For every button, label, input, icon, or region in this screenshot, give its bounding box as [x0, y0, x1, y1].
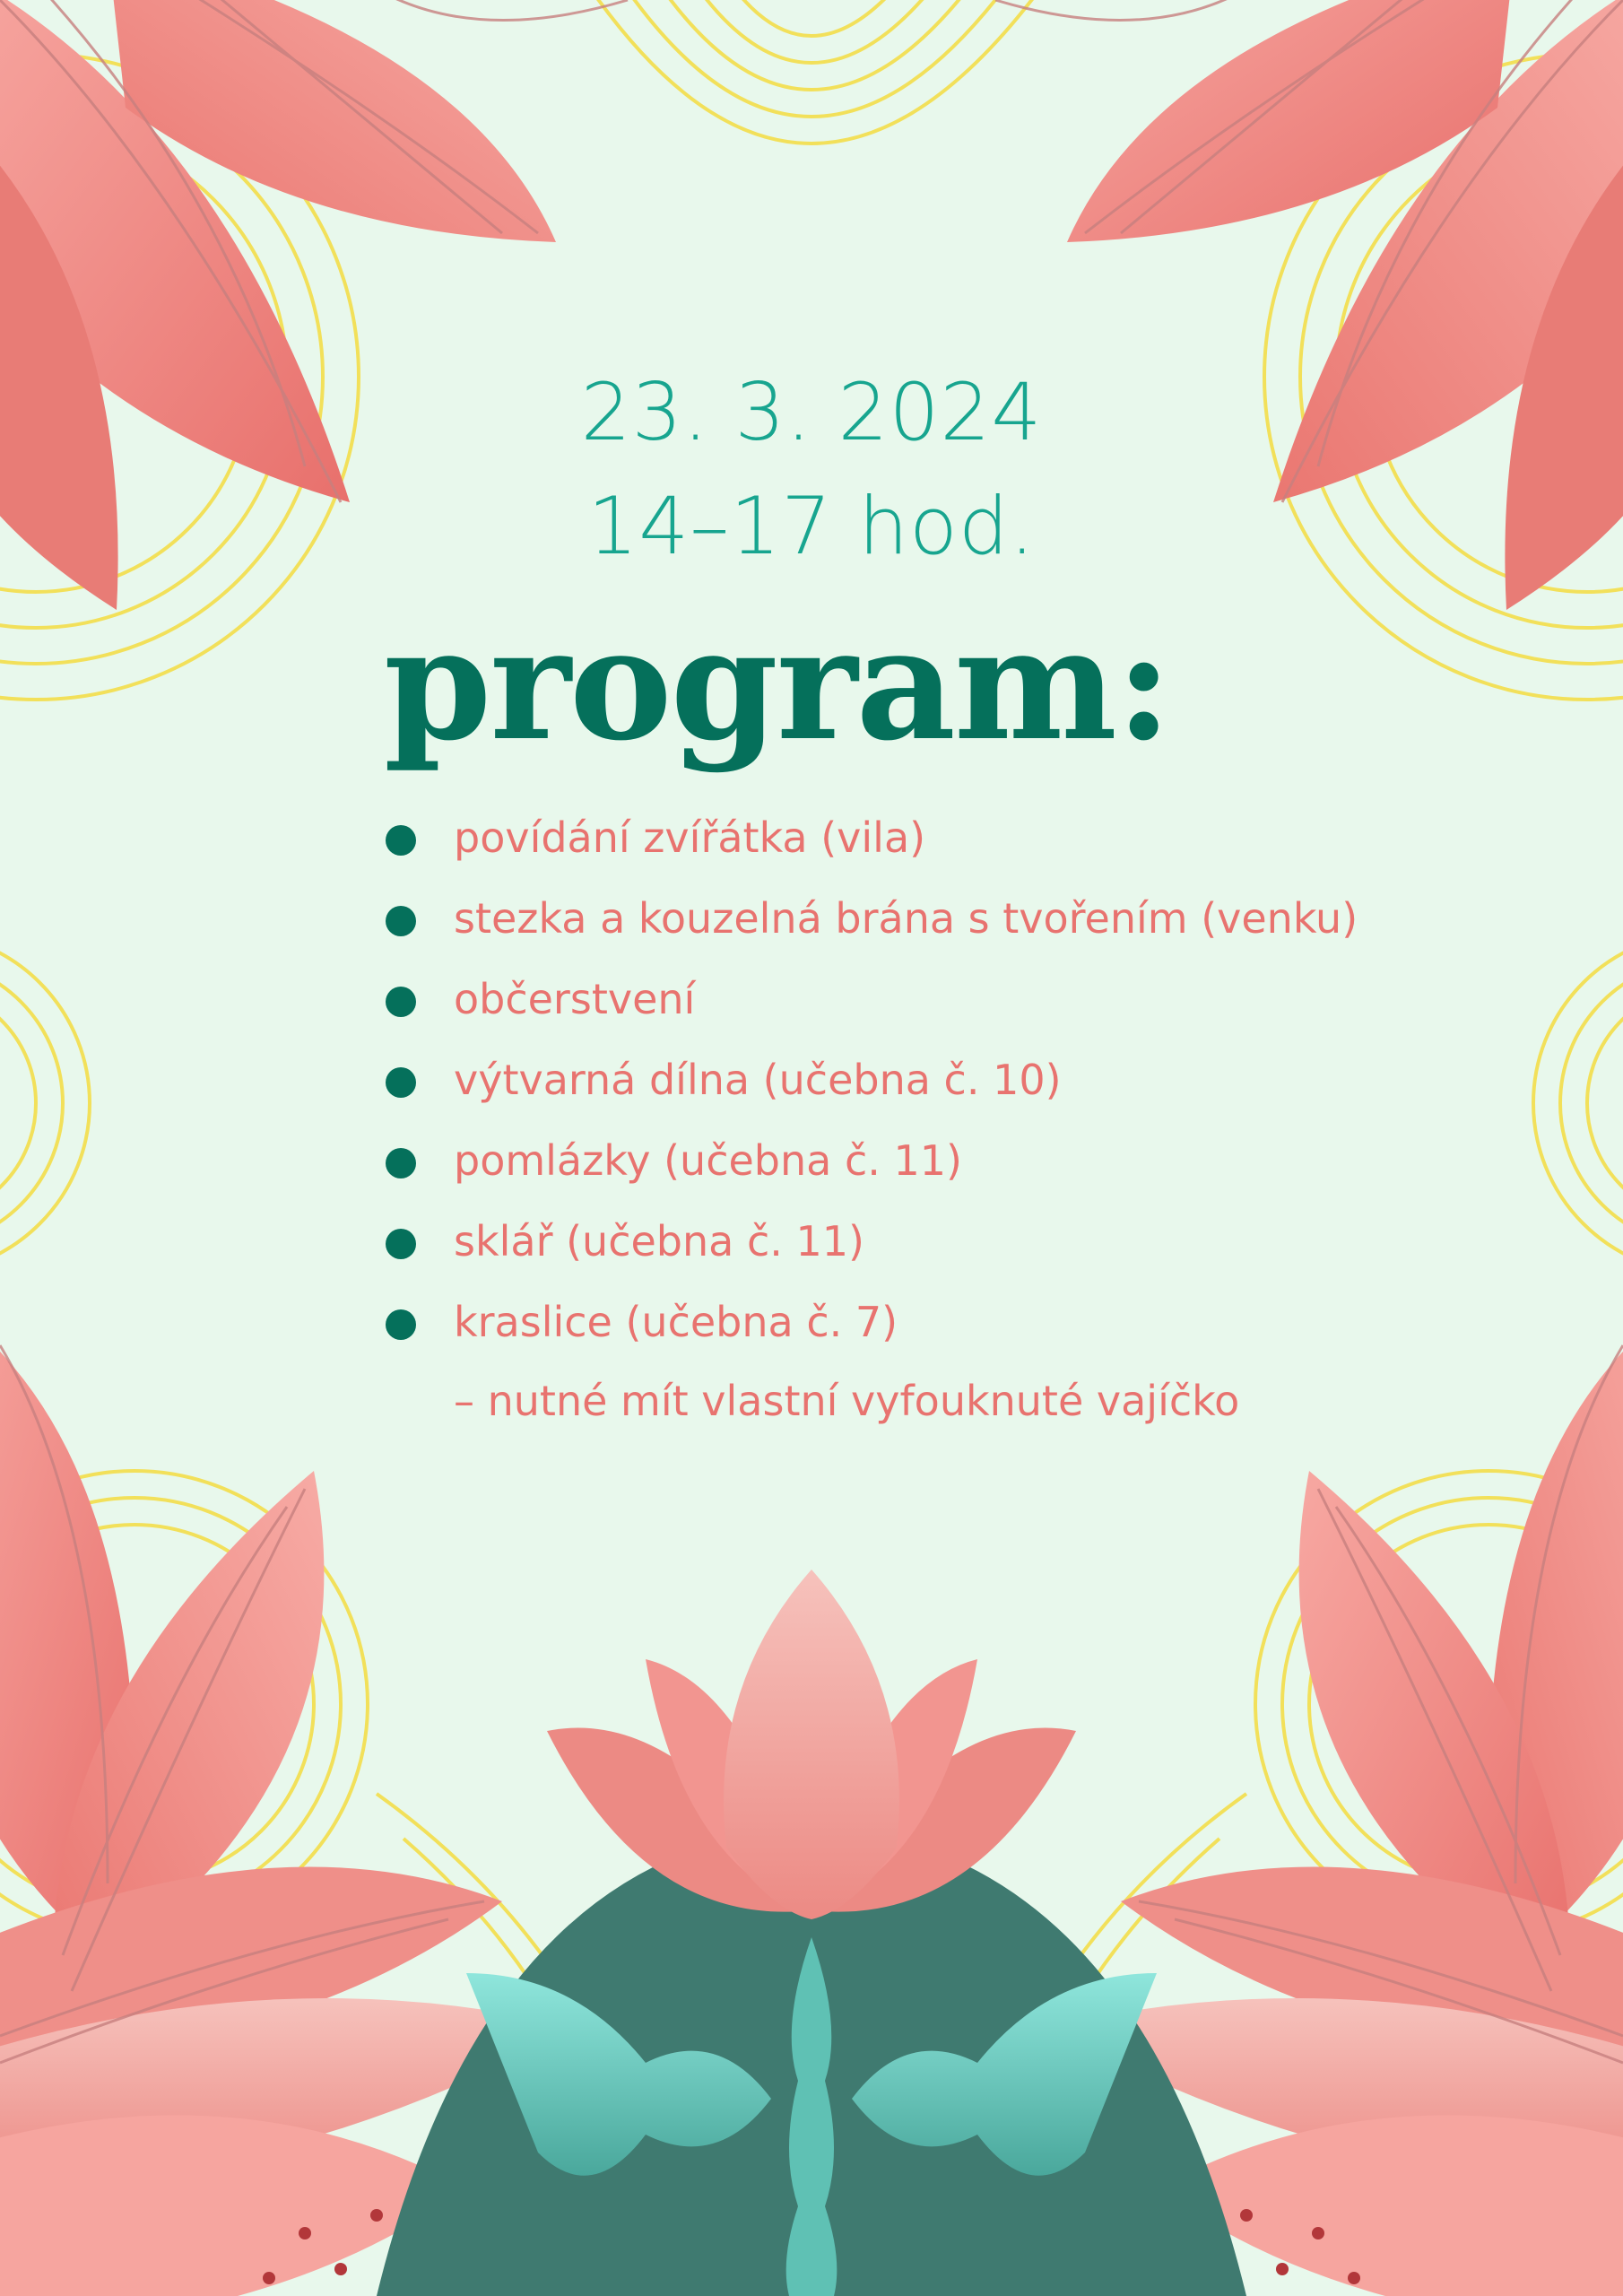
event-date: 23. 3. 2024	[580, 366, 1043, 458]
center-lotus	[377, 1570, 1246, 2296]
list-item-label: povídání zvířátka (vila)	[454, 813, 926, 862]
event-time: 14–17 hod.	[587, 480, 1036, 572]
list-item	[384, 969, 1358, 1049]
bullet-icon	[386, 1148, 416, 1178]
list-item	[384, 807, 1358, 888]
list-item-label: stezka a kouzelná brána s tvořením (venku)	[454, 894, 1358, 943]
program-note: – nutné mít vlastní vyfouknuté vajíčko	[454, 1377, 1240, 1425]
bullet-icon	[386, 906, 416, 936]
list-item	[384, 888, 1358, 969]
bullet-icon	[386, 1309, 416, 1340]
list-item-label: výtvarná dílna (učebna č. 10)	[454, 1056, 1062, 1104]
list-item-label: kraslice (učebna č. 7)	[454, 1298, 898, 1346]
list-item-label: sklář (učebna č. 11)	[454, 1217, 864, 1265]
program-heading: program:	[384, 593, 1171, 775]
list-item	[384, 1211, 1358, 1292]
bullet-icon	[386, 987, 416, 1017]
list-item-label: občerstvení	[454, 975, 696, 1023]
bullet-icon	[386, 825, 416, 856]
bullet-icon	[386, 1229, 416, 1259]
bullet-icon	[386, 1067, 416, 1098]
program-list	[384, 807, 1358, 1372]
list-item-label: pomlázky (učebna č. 11)	[454, 1136, 962, 1185]
list-item	[384, 1130, 1358, 1211]
list-item	[384, 1049, 1358, 1130]
list-item	[384, 1292, 1358, 1372]
